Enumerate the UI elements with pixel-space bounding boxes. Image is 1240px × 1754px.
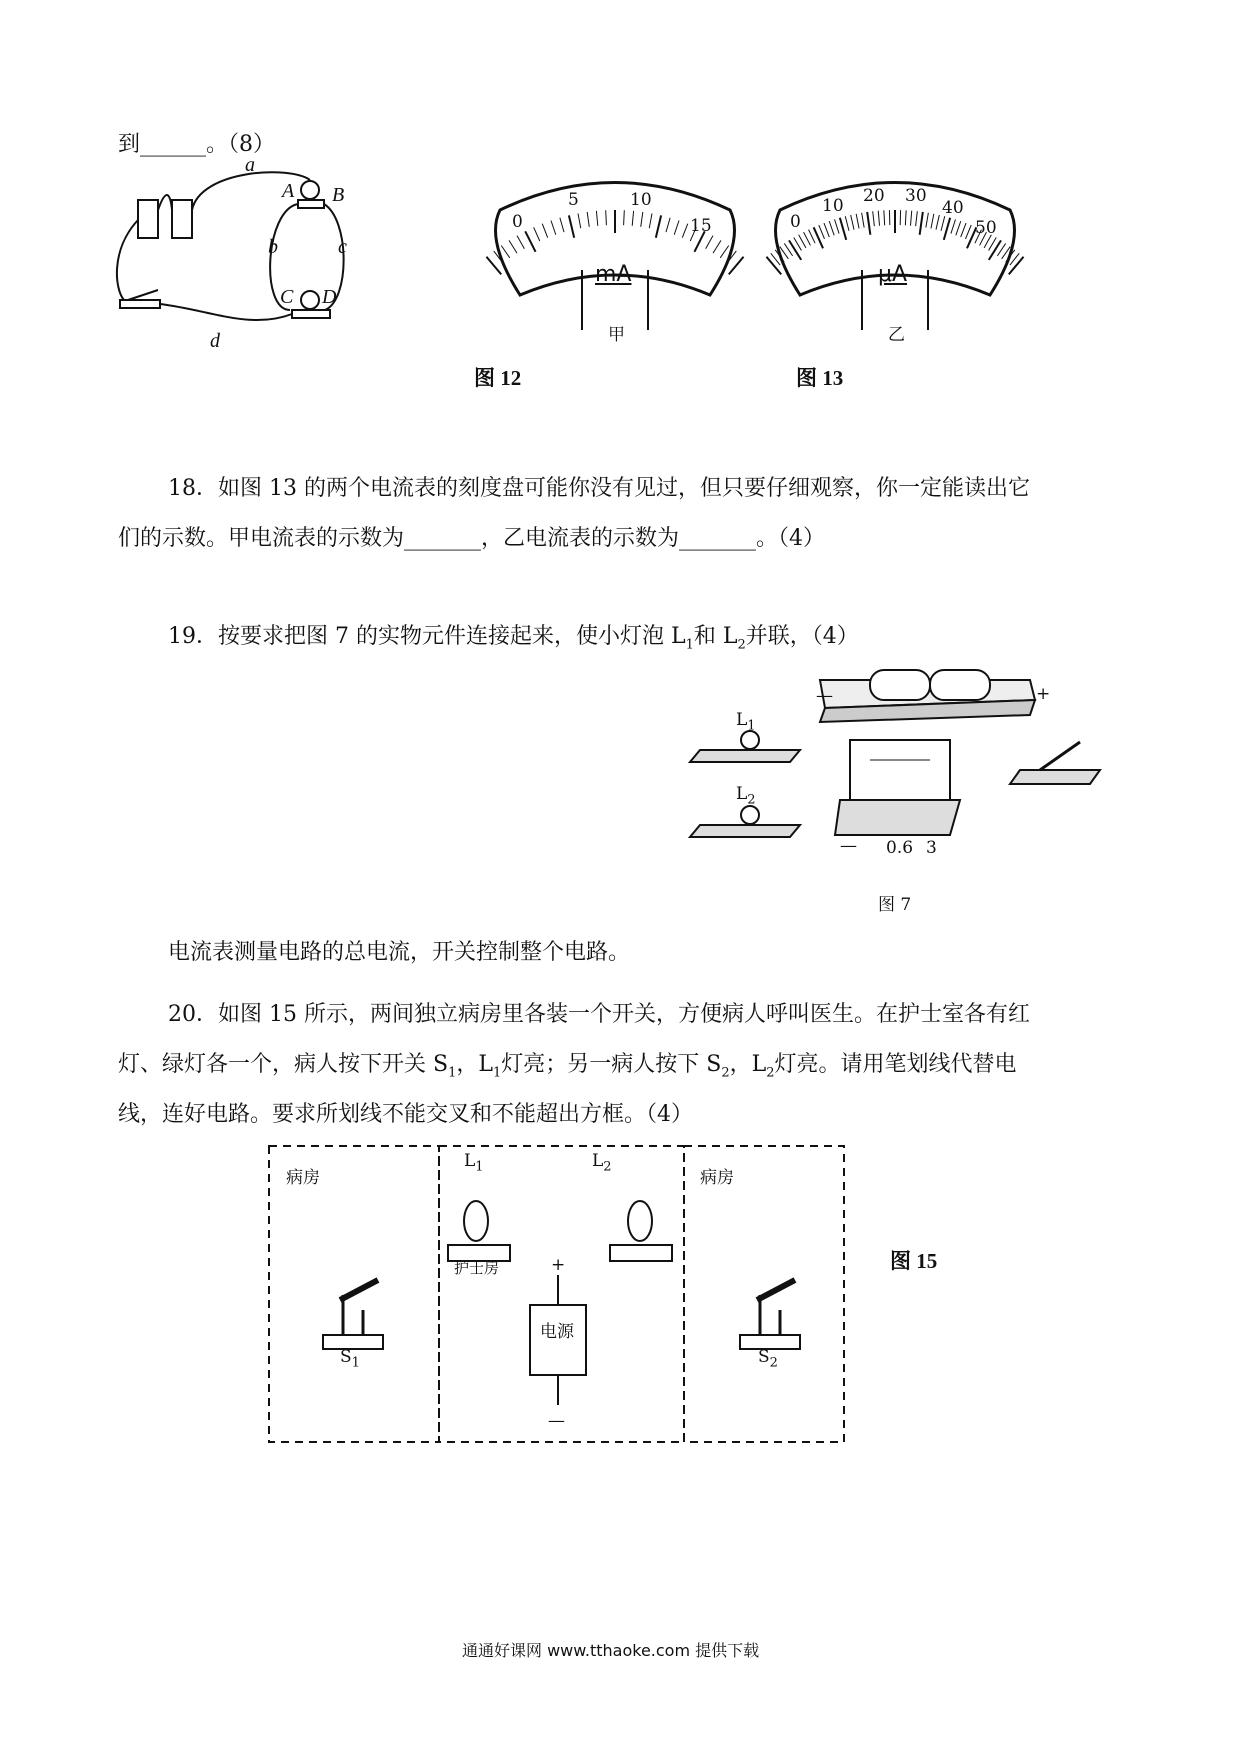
scale-tick	[578, 213, 581, 228]
battery-minus: —	[816, 686, 833, 706]
scale-tick	[486, 257, 501, 275]
q20-line3: 线，连好电路。要求所划线不能交叉和不能超出方框。（4）	[118, 1102, 693, 1127]
meter-jia	[490, 180, 740, 350]
L2-letter: L	[592, 1151, 604, 1171]
scale-tick	[867, 212, 870, 235]
q19-line1	[168, 622, 859, 660]
q20-part6: ，L	[729, 1052, 767, 1077]
q20-part8: 灯亮。请用笔划线代替电	[774, 1052, 1017, 1077]
L1-letter: L	[464, 1151, 476, 1171]
scale-tick	[965, 225, 971, 239]
fig7-caption: 图 7	[878, 895, 912, 915]
scale-tick	[766, 257, 781, 275]
scale-tick	[814, 227, 823, 248]
figure-7	[690, 660, 1150, 930]
q19-line2: 电流表测量电路的总电流，开关控制整个电路。	[168, 940, 631, 965]
scale-tick	[789, 240, 801, 260]
scale-tick	[596, 211, 597, 226]
scale-tick	[666, 218, 670, 232]
scale-tick	[862, 213, 865, 228]
scale-tick	[804, 232, 811, 245]
power-source-label: 电源	[540, 1322, 574, 1342]
label-A: A	[282, 180, 295, 202]
meter-yi-tick-40: 40	[942, 198, 964, 218]
scale-tick	[587, 212, 589, 227]
meter-jia-unit: mA	[595, 262, 632, 287]
scale-tick	[878, 211, 879, 226]
scale-tick	[989, 240, 1001, 260]
scale-tick	[873, 211, 875, 226]
scale-tick	[819, 225, 825, 239]
L1-sub: 1	[475, 1159, 484, 1175]
power-plus: +	[551, 1255, 566, 1275]
q19-text-a: 19．按要求把图 7 的实物元件连接起来，使小灯泡 L	[168, 624, 686, 649]
figure-15	[268, 1145, 848, 1445]
lamp1-letter: L	[736, 710, 748, 730]
power-minus: —	[548, 1411, 565, 1431]
meter-jia-tick-0: 0	[512, 212, 523, 232]
q18-line1: 18．如图 13 的两个电流表的刻度盘可能你没有见过，但只要仔细观察，你一定能读出它	[168, 476, 1030, 501]
scale-tick	[729, 257, 744, 275]
scale-tick	[534, 227, 540, 241]
scale-tick	[624, 210, 625, 225]
battery-plus: +	[1036, 684, 1051, 704]
label-b: b	[268, 236, 278, 258]
scale-tick	[856, 214, 859, 229]
lamp2-letter: L	[736, 784, 748, 804]
scale-tick	[720, 246, 729, 258]
scale-tick	[517, 236, 524, 249]
ammeter-terminal-3: 3	[926, 838, 937, 858]
switch-S1-label	[340, 1347, 360, 1370]
label-c: c	[338, 236, 347, 258]
scale-tick	[936, 215, 939, 230]
scale-tick	[961, 223, 966, 237]
scale-tick	[840, 218, 846, 240]
lamp2-sub: 2	[747, 792, 756, 808]
meter-jia-tick-15: 15	[690, 216, 712, 236]
q18-line2: 们的示数。甲电流表的示数为_______，乙电流表的示数为_______。（4）	[118, 526, 825, 551]
fig13-caption: 图 13	[796, 366, 844, 390]
scale-tick	[706, 236, 713, 249]
ammeter-terminal-0-6: 0.6	[886, 838, 914, 858]
ammeter-terminal-minus: —	[840, 836, 857, 856]
scale-tick	[551, 221, 556, 235]
lamp2-label	[736, 784, 756, 807]
q20-line2	[118, 1050, 1017, 1088]
label-B: B	[332, 184, 345, 206]
meter-jia-tick-10: 10	[630, 190, 652, 210]
scale-tick	[905, 210, 906, 225]
label-D: D	[322, 286, 337, 308]
meter-yi-tick-10: 10	[822, 196, 844, 216]
scale-tick	[501, 246, 510, 258]
scale-tick	[682, 224, 687, 238]
scale-tick	[632, 211, 633, 226]
scale-tick	[884, 210, 885, 225]
meter-yi	[770, 180, 1020, 350]
scale-tick	[569, 215, 574, 237]
scale-tick	[920, 212, 923, 235]
lamp1-sub: 1	[747, 718, 756, 734]
scale-tick	[656, 215, 661, 237]
lamp-L2-label	[592, 1151, 612, 1174]
q20-part4: 灯亮；另一病人按下 S	[501, 1052, 722, 1077]
scale-tick	[674, 221, 679, 235]
label-d: d	[210, 330, 220, 352]
scale-tick	[560, 218, 564, 232]
scale-tick	[926, 213, 929, 228]
scale-tick	[809, 230, 815, 244]
scale-tick	[941, 216, 945, 231]
scale-tick	[910, 211, 911, 226]
scale-tick	[606, 210, 607, 225]
S2-letter: S	[758, 1347, 770, 1367]
scale-tick	[931, 214, 934, 229]
L2-sub: 2	[603, 1159, 612, 1175]
q20-part2: ，L	[456, 1052, 493, 1077]
figure-15-frames	[268, 1145, 848, 1445]
footer: 通通好课网 www.tthaoke.com 提供下载	[462, 1641, 760, 1660]
meter-yi-unit: μA	[878, 262, 908, 287]
S2-sub: 2	[769, 1355, 778, 1371]
fig12-caption: 图 12	[474, 366, 522, 390]
q17-tail: 到______。（8）	[118, 132, 275, 157]
scale-tick	[509, 240, 517, 253]
scale-tick	[641, 212, 643, 227]
scale-tick	[951, 219, 956, 233]
meter-yi-tick-20: 20	[863, 186, 885, 206]
scale-tick	[835, 219, 840, 233]
scale-tick	[944, 218, 950, 240]
q19-text-c: 并联，（4）	[745, 624, 859, 649]
meter-jia-tick-5: 5	[568, 190, 579, 210]
lamp-L1-label	[464, 1151, 484, 1174]
scale-tick	[829, 221, 834, 235]
nurse-room-label: 护士房	[454, 1259, 500, 1277]
meter-jia-label: 甲	[608, 325, 625, 345]
scale-tick	[845, 216, 849, 231]
meter-yi-tick-0: 0	[790, 212, 801, 232]
q20-part1: 1	[448, 1065, 457, 1081]
q20-line1: 20．如图 15 所示，两间独立病房里各装一个开关，方便病人呼叫医生。在护士室各有红	[168, 1002, 1030, 1027]
lamp1-label	[736, 710, 756, 733]
scale-tick	[916, 211, 918, 226]
q19-sub2: 2	[737, 637, 746, 653]
fig15-caption: 图 15	[890, 1249, 938, 1273]
q19-text-b: 和 L	[693, 624, 738, 649]
switch-S2-label	[758, 1347, 778, 1370]
S1-letter: S	[340, 1347, 352, 1367]
q19-sub1: 1	[685, 637, 694, 653]
label-C: C	[280, 286, 294, 308]
meter-yi-label: 乙	[888, 325, 905, 345]
figure-12-circuit	[110, 154, 410, 380]
scale-tick	[799, 235, 806, 248]
ward-right-label: 病房	[700, 1168, 734, 1188]
label-a: a	[245, 154, 255, 176]
figure-7-components	[690, 660, 1150, 930]
scale-tick	[956, 221, 961, 235]
q20-part5: 2	[721, 1065, 730, 1081]
scale-tick	[713, 240, 721, 253]
scale-tick	[542, 224, 547, 238]
ward-left-label: 病房	[286, 1168, 320, 1188]
meter-yi-tick-30: 30	[905, 186, 927, 206]
scale-tick	[1009, 257, 1024, 275]
scale-tick	[851, 215, 854, 230]
scale-tick	[525, 231, 535, 252]
meter-yi-tick-50: 50	[975, 218, 997, 238]
scale-tick	[824, 223, 829, 237]
q20-part3: 1	[492, 1065, 502, 1081]
S1-sub: 1	[351, 1355, 360, 1371]
q20-part0: 灯、绿灯各一个，病人按下开关 S	[118, 1052, 449, 1077]
circuit-diagram	[110, 160, 410, 380]
scale-tick	[649, 213, 652, 228]
q20-part7: 2	[766, 1065, 775, 1081]
